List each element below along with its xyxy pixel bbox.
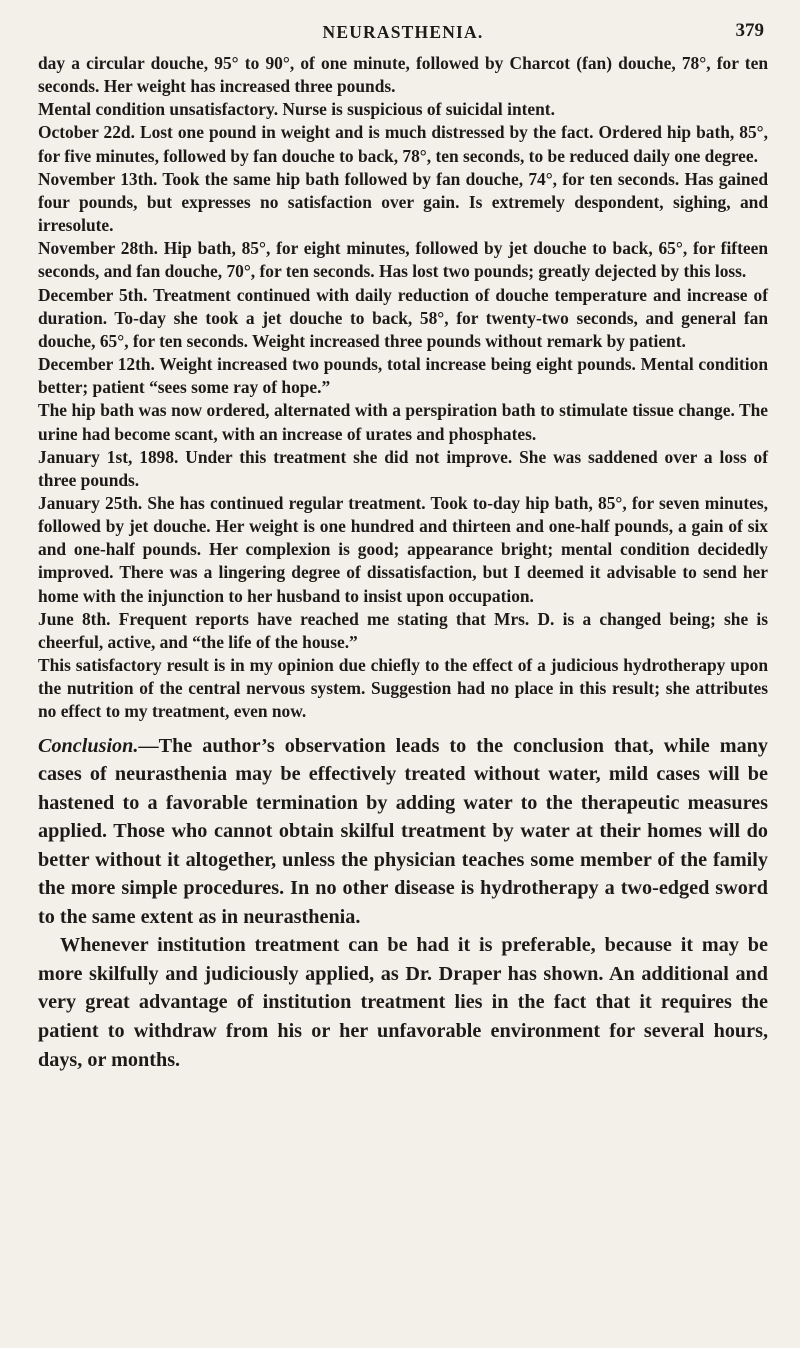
case-note-paragraph: June 8th. Frequent reports have reached me stating that Mrs. D. is a changed being; she is cheerful, active, and “the life of the house.” — [38, 608, 768, 652]
case-note-paragraph: December 5th. Treatment continued with daily reduction of douche temperature and increase of duration. To-day she took a jet douche to back, 58°, for twenty-two seconds, and general fan douche, 65°, for ten seconds. Weight increased three pounds without remark by patient. — [38, 284, 768, 351]
case-note-paragraph: The hip bath was now ordered, alternated with a perspiration bath to stimulate tissue change. The urine had become scant, with an increase of urates and phosphates. — [38, 400, 768, 444]
conclusion-text: —The author’s observation leads to the conclusion that, while many cases of neurasthenia may be effectively treated without water, mild cases will be hastened to a favorable termination by adding water to the therapeutic measures applied. Those who cannot obtain skilful treatment by water at their homes will do better without it altogether, unless the physician teaches some member of the family the more simple procedures. In no other disease is hydrotherapy a two-edged sword to the same extent as in neurasthenia. — [38, 734, 768, 928]
conclusion-paragraph — [38, 732, 768, 932]
case-notes — [38, 52, 768, 724]
case-note-paragraph: October 22d. Lost one pound in weight and is much distressed by the fact. Ordered hip bath, 85°, for five minutes, followed by fan douche to back, 78°, ten seconds, to be reduced daily one degree. — [38, 122, 768, 166]
case-note-paragraph: November 13th. Took the same hip bath followed by fan douche, 74°, for ten seconds. Has gained four pounds, but expresses no satisfaction over gain. Is extremely despondent, sighing, and irresolute. — [38, 168, 768, 236]
institution-paragraph: Whenever institution treatment can be had it is preferable, because it may be more skilfully and judiciously applied, as Dr. Draper has shown. An additional and very great advantage of institution treatment lies in the fact that it requires the patient to withdraw from his or her unfavorable environment for several hours, days, or months. — [38, 934, 768, 1071]
conclusion-section — [38, 732, 768, 1075]
case-note-paragraph: December 12th. Weight increased two pounds, total increase being eight pounds. Mental condition better; patient “sees some ray of hope.” — [38, 354, 768, 398]
running-head-title: NEURASTHENIA. — [322, 22, 484, 42]
conclusion-label: Conclusion. — [38, 734, 139, 757]
running-head — [38, 12, 768, 52]
case-note-paragraph: January 25th. She has continued regular treatment. Took to-day hip bath, 85°, for seven minutes, followed by jet douche. Her weight is one hundred and thirteen and one-half pounds, a gain of six and one-half pounds. Her complexion is good; appearance bright; mental condition decidedly improved. There was a lingering degree of dissatisfaction, but I deemed it advisable to send her home with the injunction to her husband to insist upon occupation. — [38, 492, 768, 606]
page-number: 379 — [735, 20, 764, 41]
case-note-paragraph: This satisfactory result is in my opinion due chiefly to the effect of a judicious hydrotherapy upon the nutrition of the central nervous system. Suggestion had no place in this result; she attributes no effect to my treatment, even now. — [38, 655, 768, 722]
case-note-paragraph: Mental condition unsatisfactory. Nurse is suspicious of suicidal intent. — [38, 99, 555, 120]
case-note-paragraph: November 28th. Hip bath, 85°, for eight minutes, followed by jet douche to back, 65°, for fifteen seconds, and fan douche, 70°, for ten seconds. Has lost two pounds; greatly dejected by this loss. — [38, 238, 768, 282]
case-note-paragraph: day a circular douche, 95° to 90°, of one minute, followed by Charcot (fan) douche, 78°, for ten seconds. Her weight has increased three pounds. — [38, 53, 768, 97]
case-note-paragraph: January 1st, 1898. Under this treatment she did not improve. She was saddened over a loss of three pounds. — [38, 446, 768, 490]
